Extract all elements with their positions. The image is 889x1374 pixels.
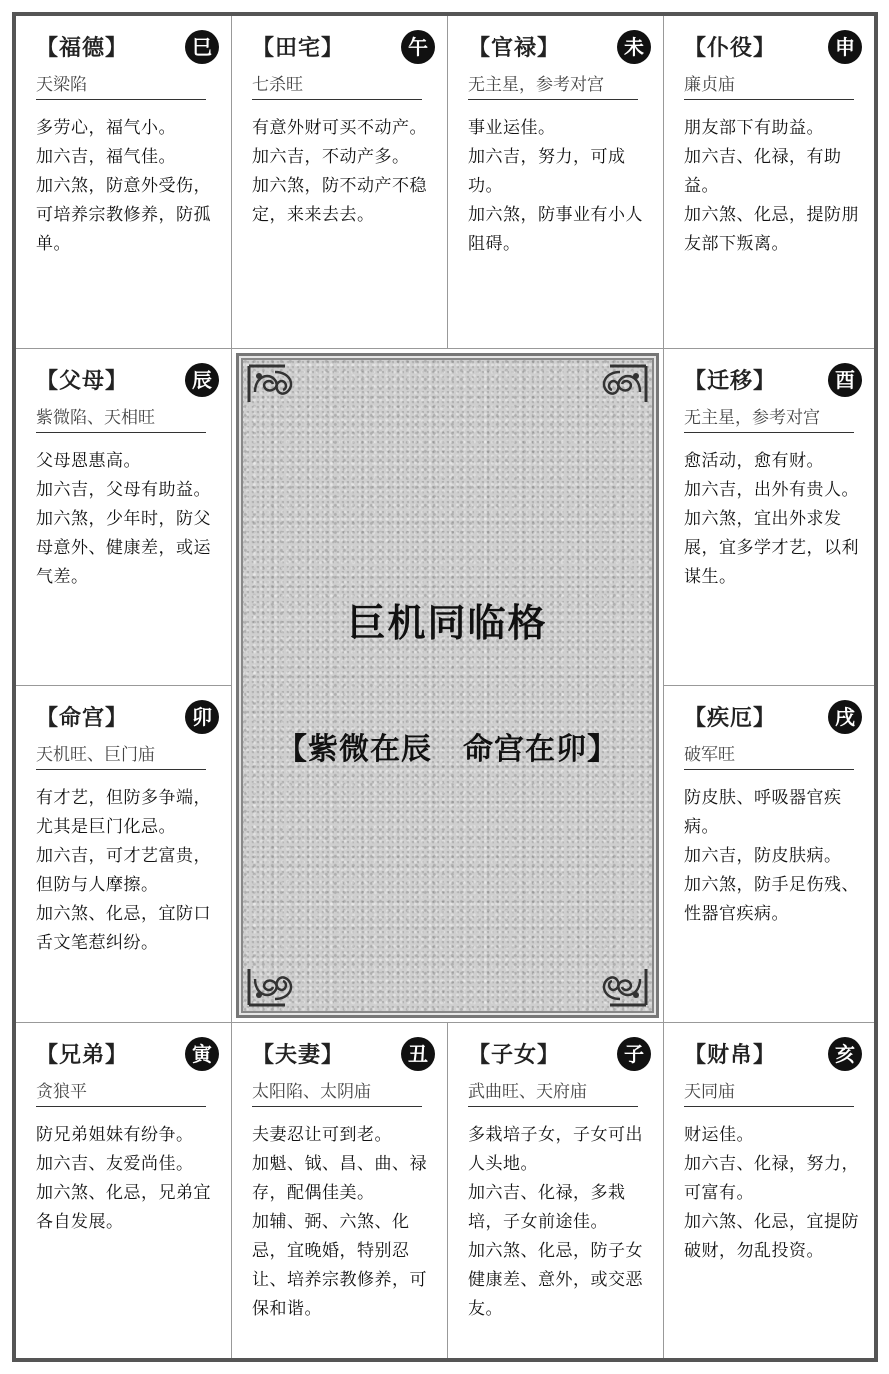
palace-name: 【仆役】 <box>684 36 777 61</box>
palace-stars: 无主星，参考对宫 <box>468 70 638 100</box>
desc-line: 财运佳。 <box>684 1125 754 1145</box>
branch-badge: 酉 <box>828 363 862 397</box>
branch-badge: 未 <box>617 30 651 64</box>
palace-stars: 太阳陷、太阴庙 <box>252 1077 422 1107</box>
palace-jie <box>664 686 874 1023</box>
palace-stars: 无主星，参考对宫 <box>684 403 854 433</box>
desc-line: 加六吉、化禄，有助益。 <box>684 147 842 196</box>
desc-line: 加六吉，出外有贵人。 <box>684 480 859 500</box>
palace-puyi <box>664 16 874 349</box>
palace-name: 【迁移】 <box>684 369 777 394</box>
palace-name: 【子女】 <box>468 1043 561 1068</box>
desc-line: 加六煞，防意外受伤，可培养宗教修养，防孤单。 <box>36 176 211 254</box>
corner-ornament-icon <box>586 362 650 426</box>
desc-line: 防兄弟姐妹有纷争。 <box>36 1125 194 1145</box>
desc-line: 加六煞、化忌，宜防口舌文笔惹纠纷。 <box>36 904 211 953</box>
palace-name: 【父母】 <box>36 369 129 394</box>
desc-line: 加六煞、化忌，提防朋友部下叛离。 <box>684 205 859 254</box>
desc-line: 加魁、钺、昌、曲、禄存，配偶佳美。 <box>252 1154 427 1203</box>
palace-zinv <box>448 1023 664 1358</box>
desc-line: 加六吉，可才艺富贵，但防与人摩擦。 <box>36 846 211 895</box>
palace-name: 【命宫】 <box>36 706 129 731</box>
desc-line: 夫妻忍让可到老。 <box>252 1125 392 1145</box>
palace-name: 【财帛】 <box>684 1043 777 1068</box>
corner-ornament-icon <box>586 945 650 1009</box>
desc-line: 加六煞，防事业有小人阻碍。 <box>468 205 643 254</box>
palace-fumu <box>16 349 232 686</box>
palace-stars: 破军旺 <box>684 740 854 770</box>
palace-name: 【田宅】 <box>252 36 345 61</box>
branch-badge: 申 <box>828 30 862 64</box>
palace-fude <box>16 16 232 349</box>
palace-stars: 廉贞庙 <box>684 70 854 100</box>
palace-guanlu <box>448 16 664 349</box>
desc-line: 加辅、弼、六煞、化忌，宜晚婚，特别忍让、培养宗教修养，可保和谐。 <box>252 1212 427 1319</box>
desc-line: 加六吉，防皮肤病。 <box>684 846 842 866</box>
corner-ornament-icon <box>245 945 309 1009</box>
palace-minggong <box>16 686 232 1023</box>
palace-description <box>252 114 435 230</box>
palace-description <box>252 1121 435 1324</box>
center-panel <box>232 349 664 1023</box>
desc-line: 加六煞、化忌，兄弟宜各自发展。 <box>36 1183 211 1232</box>
desc-line: 有意外财可买不动产。 <box>252 118 427 138</box>
palace-qianyi <box>664 349 874 686</box>
desc-line: 有才艺，但防多争端，尤其是巨门化忌。 <box>36 788 211 837</box>
palace-name: 【兄弟】 <box>36 1043 129 1068</box>
palace-stars: 天同庙 <box>684 1077 854 1107</box>
desc-line: 加六煞，宜出外求发展，宜多学才艺，以利谋生。 <box>684 509 859 587</box>
palace-name: 【福德】 <box>36 36 129 61</box>
palace-stars: 七杀旺 <box>252 70 422 100</box>
palace-stars: 天机旺、巨门庙 <box>36 740 206 770</box>
palace-stars: 贪狼平 <box>36 1077 206 1107</box>
palace-description <box>468 1121 651 1324</box>
ziwei-chart <box>12 12 878 1362</box>
desc-line: 加六煞、化忌，宜提防破财，勿乱投资。 <box>684 1212 859 1261</box>
desc-line: 防皮肤、呼吸器官疾病。 <box>684 788 842 837</box>
branch-badge: 戌 <box>828 700 862 734</box>
desc-line: 加六煞，防不动产不稳定，来来去去。 <box>252 176 427 225</box>
palace-description <box>36 1121 219 1237</box>
palace-description <box>684 447 862 592</box>
palace-description <box>36 447 219 592</box>
desc-line: 加六吉、化禄，多栽培，子女前途佳。 <box>468 1183 626 1232</box>
corner-ornament-icon <box>245 362 309 426</box>
desc-line: 加六煞、化忌，防子女健康差、意外，或交恶友。 <box>468 1241 643 1319</box>
branch-badge: 寅 <box>185 1037 219 1071</box>
palace-stars: 武曲旺、天府庙 <box>468 1077 638 1107</box>
branch-badge: 子 <box>617 1037 651 1071</box>
desc-line: 多栽培子女，子女可出人头地。 <box>468 1125 643 1174</box>
branch-badge: 亥 <box>828 1037 862 1071</box>
palace-description <box>684 114 862 259</box>
palace-stars: 天梁陷 <box>36 70 206 100</box>
branch-badge: 巳 <box>185 30 219 64</box>
desc-line: 加六吉，不动产多。 <box>252 147 410 167</box>
branch-badge: 辰 <box>185 363 219 397</box>
branch-badge: 丑 <box>401 1037 435 1071</box>
desc-line: 事业运佳。 <box>468 118 556 138</box>
palace-fuqi <box>232 1023 448 1358</box>
palace-description <box>684 784 862 929</box>
chart-subtitle: 【紫微在辰 命宫在卯】 <box>277 732 618 767</box>
desc-line: 朋友部下有助益。 <box>684 118 824 138</box>
desc-line: 父母恩惠高。 <box>36 451 141 471</box>
desc-line: 加六吉，父母有助益。 <box>36 480 211 500</box>
branch-badge: 卯 <box>185 700 219 734</box>
palace-stars: 紫微陷、天相旺 <box>36 403 206 433</box>
desc-line: 愈活动，愈有财。 <box>684 451 824 471</box>
center-frame <box>236 353 659 1018</box>
chart-title: 巨机同临格 <box>347 601 548 645</box>
palace-grid <box>16 16 874 1358</box>
palace-name: 【疾厄】 <box>684 706 777 731</box>
desc-line: 加六吉，福气佳。 <box>36 147 176 167</box>
desc-line: 加六煞，少年时，防父母意外、健康差，或运气差。 <box>36 509 211 587</box>
palace-tianzhai <box>232 16 448 349</box>
desc-line: 加六吉，努力，可成功。 <box>468 147 626 196</box>
branch-badge: 午 <box>401 30 435 64</box>
desc-line: 加六煞，防手足伤残、性器官疾病。 <box>684 875 859 924</box>
palace-description <box>36 114 219 259</box>
palace-description <box>468 114 651 259</box>
palace-description <box>684 1121 862 1266</box>
desc-line: 加六吉、友爱尚佳。 <box>36 1154 194 1174</box>
palace-name: 【夫妻】 <box>252 1043 345 1068</box>
palace-name: 【官禄】 <box>468 36 561 61</box>
desc-line: 加六吉、化禄，努力，可富有。 <box>684 1154 859 1203</box>
palace-caibo <box>664 1023 874 1358</box>
desc-line: 多劳心，福气小。 <box>36 118 176 138</box>
palace-xiongdi <box>16 1023 232 1358</box>
palace-description <box>36 784 219 958</box>
